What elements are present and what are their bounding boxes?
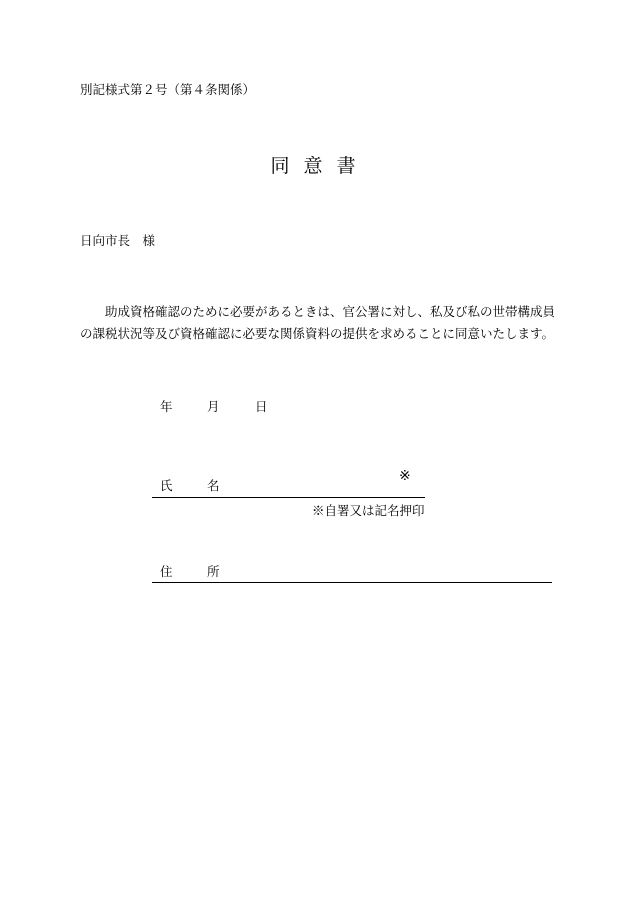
- date-year-label: 年: [160, 399, 173, 414]
- address-label-first-char: 住: [160, 564, 173, 579]
- page-title: 同 意 書: [270, 155, 360, 177]
- form-number: 別記様式第２号（第４条関係）: [80, 82, 256, 97]
- date-month-label: 月: [207, 399, 220, 414]
- date-day-label: 日: [255, 399, 268, 414]
- consent-body-text: 助成資格確認のために必要があるときは、官公署に対し、私及び私の世帯構成員の課税状況等及び資格確認に必要な関係資料の提供を求めることに同意いたします。: [80, 304, 556, 341]
- signature-note: ※自署又は記名押印: [312, 503, 425, 518]
- name-signature-line: [152, 497, 425, 498]
- name-label-first-char: 氏: [160, 478, 173, 493]
- seal-mark: ※: [399, 468, 411, 484]
- address-label-second-char: 所: [207, 564, 220, 579]
- addressee: 日向市長 様: [80, 233, 156, 248]
- name-label-second-char: 名: [207, 478, 220, 493]
- address-line: [152, 582, 552, 583]
